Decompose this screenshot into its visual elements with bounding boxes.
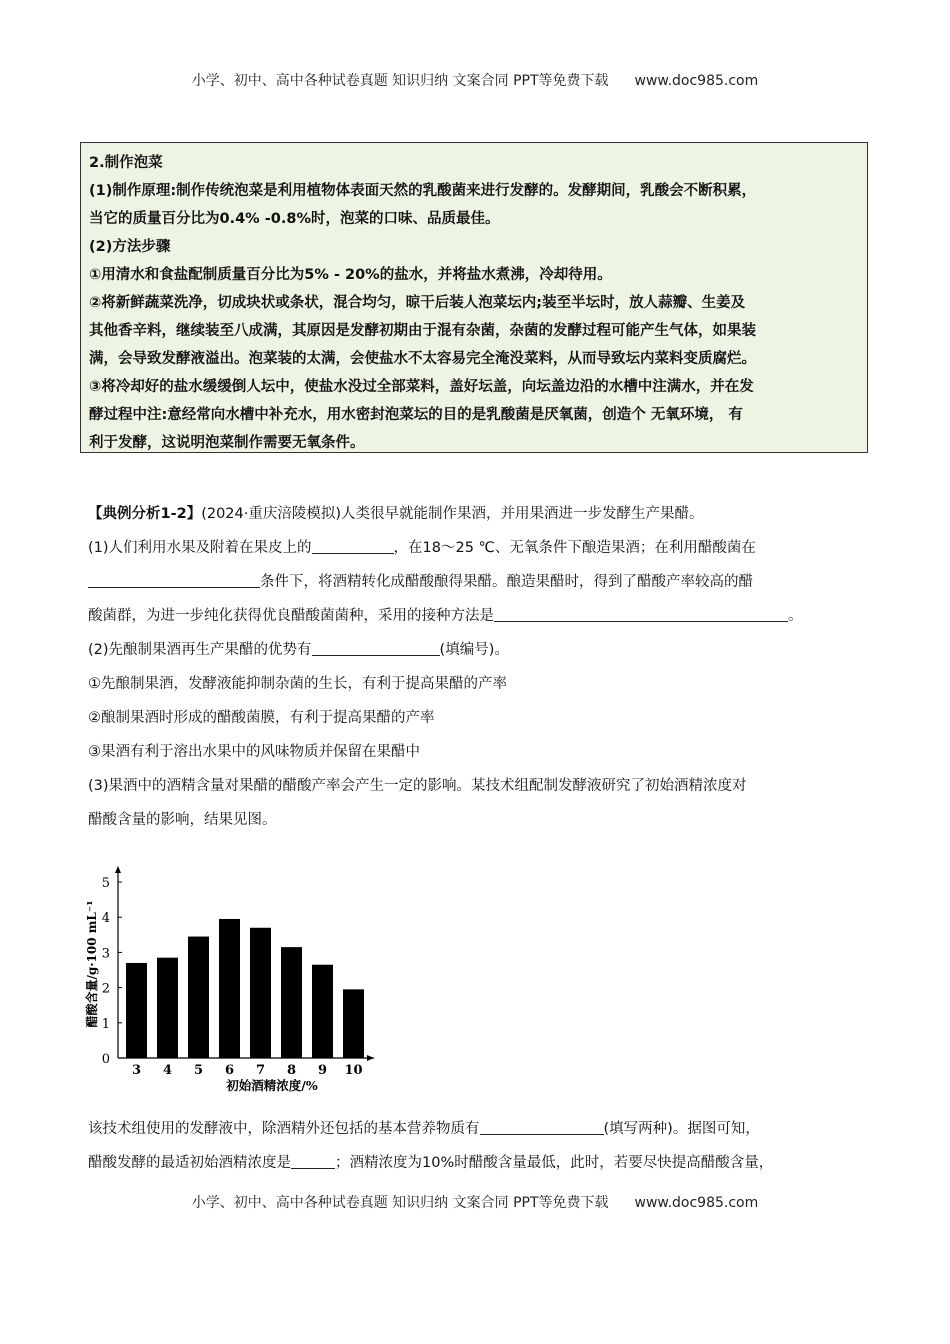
x-tick-label: 10 [344, 1063, 363, 1078]
answer-blank-1[interactable] [312, 537, 394, 554]
x-axis-label: 初始酒精浓度/% [226, 1078, 318, 1093]
box-line: 利于发酵，这说明泡菜制作需要无氧条件。 [89, 435, 365, 451]
y-tick-label: 4 [101, 911, 110, 927]
bar [157, 958, 178, 1058]
header-site[interactable]: www.doc985.com [634, 73, 759, 89]
box-line: ③将冷却好的盐水缓缓倒人坛中，使盐水没过全部菜料，盖好坛盖，向坛盖边沿的水槽中注满水，并在发 [89, 379, 754, 395]
question-source: (2024·重庆涪陵模拟)人类很早就能制作果酒，并用果酒进一步发酵生产果醋。 [201, 506, 704, 522]
x-axis-arrow [367, 1055, 374, 1061]
question-intro [88, 497, 868, 531]
bar-chart-svg [84, 862, 384, 1094]
y-axis-arrow [115, 866, 121, 873]
box-line: 当它的质量百分比为0.4% -0.8%时，泡菜的口味、品质最佳。 [89, 211, 500, 227]
answer-blank-2[interactable] [88, 571, 260, 588]
y-tick-label: 5 [101, 876, 110, 891]
y-tick-label: 2 [101, 981, 110, 997]
answer-blank-3[interactable] [494, 605, 788, 622]
x-tick-label: 7 [255, 1063, 266, 1078]
box-line: (2)方法步骤 [89, 239, 171, 255]
answer-blank-4[interactable] [312, 639, 440, 656]
question-tag: 【典例分析1-2】 [88, 506, 202, 522]
x-tick-label: 6 [224, 1063, 235, 1078]
q1-text-c: 条件下，将酒精转化成醋酸酿得果醋。酿造果醋时，得到了醋酸产率较高的醋 [260, 574, 753, 590]
q1-text-b: ，在18～25 ℃、无氧条件下酿造果酒；在利用醋酸菌在 [393, 540, 756, 556]
q1-text-a: (1)人们利用水果及附着在果皮上的 [88, 540, 312, 556]
bar [281, 947, 302, 1058]
header-text: 小学、初中、高中各种试卷真题 知识归纳 文案合同 PPT等免费下载 [191, 73, 609, 89]
bar [343, 989, 364, 1058]
q2-text-a: (2)先酿制果酒再生产果醋的优势有 [88, 642, 312, 658]
q1-text-d: 酸菌群，为进一步纯化获得优良醋酸菌菌种，采用的接种方法是 [88, 608, 494, 624]
y-tick-label: 1 [101, 1016, 110, 1032]
q1-line1 [88, 531, 868, 565]
answer-blank-6[interactable] [291, 1152, 335, 1169]
question-continuation [88, 1112, 868, 1180]
y-axis-label: 醋酸含量/g·100 mL⁻¹ [85, 900, 99, 1028]
x-tick-label: 8 [286, 1063, 297, 1078]
footer-site[interactable]: www.doc985.com [634, 1195, 759, 1211]
q2-text-b: (填编号)。 [439, 642, 509, 658]
option-3: ③果酒有利于溶出水果中的风味物质并保留在果醋中 [88, 744, 420, 760]
knowledge-box [80, 142, 868, 453]
q1-text-e: 。 [788, 608, 803, 624]
box-line: ②将新鲜蔬菜洗净，切成块状或条状，混合均匀，晾干后装人泡菜坛内;装至半坛时，放人蒜瓣、生姜及 [89, 295, 746, 311]
q3-line2: 醋酸含量的影响，结果见图。 [88, 812, 277, 828]
after-text-b: (填写两种)。据图可知， [603, 1121, 760, 1137]
x-tick-label: 9 [317, 1063, 328, 1078]
option-1: ①先酿制果酒，发酵液能抑制杂菌的生长，有利于提高果醋的产率 [88, 676, 507, 692]
footer-text: 小学、初中、高中各种试卷真题 知识归纳 文案合同 PPT等免费下载 [191, 1195, 609, 1211]
page-header [0, 70, 950, 90]
question-body [88, 497, 868, 837]
box-line: 其他香辛料，继续装至八成满，其原因是发酵初期由于混有杂菌，杂菌的发酵过程可能产生气体，如果装 [89, 323, 756, 339]
q1-line3 [88, 599, 868, 633]
y-tick-label: 0 [101, 1052, 110, 1067]
after-text-c: 醋酸发酵的最适初始酒精浓度是 [88, 1155, 291, 1171]
x-tick-label: 3 [131, 1063, 142, 1078]
box-line: ①用清水和食盐配制质量百分比为5% - 20%的盐水，并将盐水煮沸，冷却待用。 [89, 267, 612, 283]
box-line: 酵过程中注:意经常向水槽中补充水，用水密封泡菜坛的目的是乳酸菌是厌氧菌，创造个 无氧环境， 有 [89, 407, 743, 423]
bar [188, 937, 209, 1058]
x-tick-label: 5 [193, 1063, 204, 1078]
option-2: ②酿制果酒时形成的醋酸菌膜，有利于提高果醋的产率 [88, 710, 435, 726]
bar [312, 965, 333, 1058]
after-text-a: 该技术组使用的发酵液中，除酒精外还包括的基本营养物质有 [88, 1121, 480, 1137]
x-tick-label: 4 [162, 1063, 173, 1078]
box-line: 2.制作泡菜 [89, 155, 163, 171]
page-footer [0, 1192, 950, 1212]
answer-blank-5[interactable] [480, 1118, 604, 1135]
bar [250, 928, 271, 1058]
q1-line2 [88, 565, 868, 599]
q2-line [88, 633, 868, 667]
after-line2 [88, 1146, 868, 1180]
after-line1 [88, 1112, 868, 1146]
bar [126, 963, 147, 1058]
box-line: 满，会导致发酵液溢出。泡菜装的太满，会使盐水不太容易完全淹没菜料，从而导致坛内菜料变质腐烂。 [89, 351, 756, 367]
y-tick-label: 3 [101, 946, 110, 962]
q3-line1: (3)果酒中的酒精含量对果醋的醋酸产率会产生一定的影响。某技术组配制发酵液研究了初始酒精浓度对 [88, 778, 747, 794]
box-line: (1)制作原理:制作传统泡菜是利用植物体表面天然的乳酸菌来进行发酵的。发酵期间，乳酸会不断积累， [89, 183, 757, 199]
after-text-d: ；酒精浓度为10%时醋酸含量最低，此时，若要尽快提高醋酸含量， [335, 1155, 774, 1171]
bar [219, 919, 240, 1058]
acetic-acid-chart [84, 862, 384, 1094]
